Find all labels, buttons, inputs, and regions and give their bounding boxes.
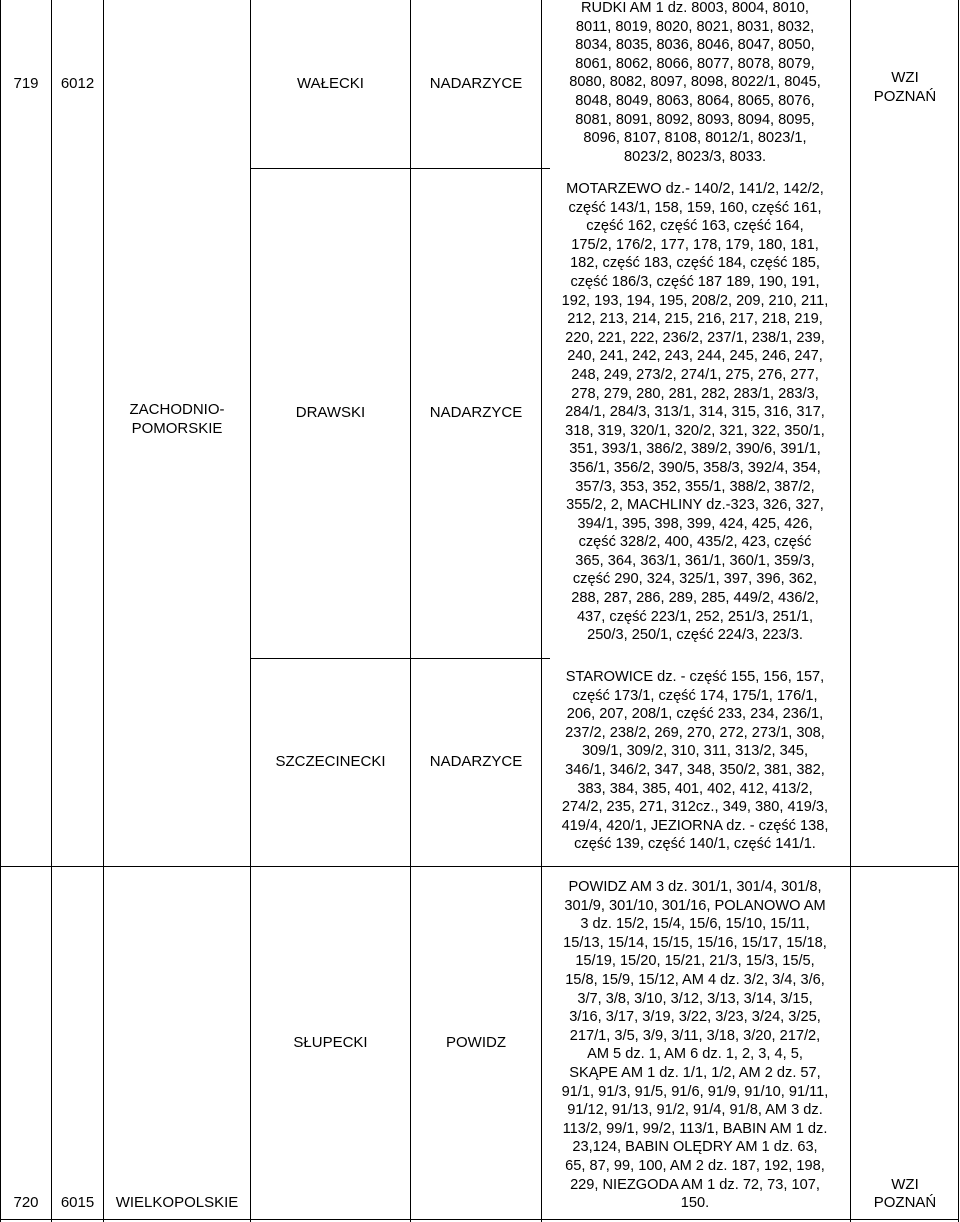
commune-cell: NADARZYCE <box>429 74 523 92</box>
parcel-line: 3/7, 3/8, 3/10, 3/12, 3/13, 3/14, 3/15, <box>577 990 813 1007</box>
parcel-line: 8061, 8062, 8066, 8077, 8078, 8079, <box>575 55 815 72</box>
office-cell: WZI POZNAŃ <box>873 1175 937 1212</box>
parcel-line: 301/9, 301/10, 301/16, POLANOWO AM <box>564 897 826 914</box>
commune-cell: POWIDZ <box>446 1033 506 1051</box>
parcel-line: 91/12, 91/13, 91/2, 91/4, 91/8, AM 3 dz. <box>567 1102 823 1119</box>
parcel-line: 8048, 8049, 8063, 8064, 8065, 8076, <box>575 92 815 109</box>
parcel-line: 309/1, 309/2, 310, 311, 313/2, 345, <box>581 743 809 760</box>
parcel-line: część 143/1, 158, 159, 160, część 161, <box>568 199 822 216</box>
parcel-line: część 139, część 140/1, część 141/1. <box>574 836 816 853</box>
region-cell: WIELKOPOLSKIE <box>115 1194 239 1212</box>
commune-cell: NADARZYCE <box>429 753 523 771</box>
parcel-line: STAROWICE dz. - część 155, 156, 157, <box>565 669 825 685</box>
parcel-line: część 173/1, część 174, 175/1, 176/1, <box>572 687 818 704</box>
parcel-line: 394/1, 395, 398, 399, 424, 425, 426, <box>577 515 813 532</box>
parcel-line: część 328/2, 400, 435/2, 423, część <box>578 534 812 551</box>
region-cell: ZACHODNIO-POMORSKIE <box>129 401 225 437</box>
parcel-line: 8023/2, 8023/3, 8033. <box>623 148 766 165</box>
parcel-line: 113/2, 99/1, 99/2, 113/1, BABIN AM 1 dz. <box>562 1120 828 1137</box>
parcel-list <box>542 0 848 166</box>
parcel-line: 91/1, 91/3, 91/5, 91/6, 91/9, 91/10, 91/11, <box>561 1083 829 1100</box>
parcel-line: 15/8, 15/9, 15/12, AM 4 dz. 3/2, 3/4, 3/6, <box>565 971 825 988</box>
parcel-line: 250/3, 250/1, część 224/3, 223/3. <box>587 627 803 644</box>
parcel-line: 278, 279, 280, 281, 282, 283/1, 283/3, <box>571 385 819 402</box>
district-cell: WAŁECKI <box>297 74 364 92</box>
parcel-line: 15/19, 15/20, 15/21, 21/3, 15/3, 15/5, <box>575 953 815 970</box>
parcel-list <box>542 878 848 1213</box>
parcel-line: 240, 241, 242, 243, 244, 245, 246, 247, <box>567 348 823 365</box>
parcel-line: część 186/3, część 187 189, 190, 191, <box>570 273 820 290</box>
parcel-line: 8011, 8019, 8020, 8021, 8031, 8032, <box>575 18 815 35</box>
parcel-line: 355/2, 2, MACHLINY dz.-323, 326, 327, <box>566 497 824 514</box>
parcel-list <box>542 180 848 645</box>
parcel-line: 274/2, 235, 271, 312cz., 349, 380, 419/3, <box>561 799 829 816</box>
parcel-line: 8080, 8082, 8097, 8098, 8022/1, 8045, <box>569 74 821 91</box>
parcel-line: 383, 384, 385, 401, 402, 412, 413/2, <box>577 780 813 797</box>
parcel-line: 365, 364, 363/1, 361/1, 360/1, 359/3, <box>575 552 815 569</box>
district-cell: SZCZECINECKI <box>275 753 386 771</box>
district-cell: SŁUPECKI <box>293 1033 368 1051</box>
parcel-line: 346/1, 346/2, 347, 348, 350/2, 381, 382, <box>565 761 825 778</box>
parcel-line: 229, NIEZGODA AM 1 dz. 72, 73, 107, <box>570 1176 820 1193</box>
parcel-line: 351, 393/1, 386/2, 389/2, 390/6, 391/1, <box>569 441 821 458</box>
lp-cell: 719 <box>13 74 39 92</box>
parcel-line: SKĄPE AM 1 dz. 1/1, 1/2, AM 2 dz. 57, <box>569 1064 821 1081</box>
parcel-line: 8034, 8035, 8036, 8046, 8047, 8050, <box>575 37 815 54</box>
parcel-line: część 162, część 163, część 164, <box>586 218 804 235</box>
parcel-line: MOTARZEWO dz.- 140/2, 141/2, 142/2, <box>566 181 824 197</box>
code-cell: 6012 <box>60 74 95 92</box>
parcel-line: 288, 287, 286, 289, 285, 449/2, 436/2, <box>571 590 819 607</box>
table-border-bottom <box>0 1219 959 1220</box>
district-cell: DRAWSKI <box>295 404 366 422</box>
code-cell: 6015 <box>60 1194 95 1212</box>
parcel-line: 3 dz. 15/2, 15/4, 15/6, 15/10, 15/11, <box>580 916 810 933</box>
parcel-line: 8081, 8091, 8092, 8093, 8094, 8095, <box>575 111 815 128</box>
parcel-line: 15/13, 15/14, 15/15, 15/16, 15/17, 15/18, <box>563 934 827 951</box>
parcel-line: 192, 193, 194, 195, 208/2, 209, 210, 211, <box>561 292 829 309</box>
parcel-line: AM 5 dz. 1, AM 6 dz. 1, 2, 3, 4, 5, <box>587 1046 803 1063</box>
parcel-line: 206, 207, 208/1, część 233, 234, 236/1, <box>566 706 824 723</box>
parcel-line: 217/1, 3/5, 3/9, 3/11, 3/18, 3/20, 217/2, <box>569 1027 821 1044</box>
parcel-line: 8096, 8107, 8108, 8012/1, 8023/1, <box>583 130 807 147</box>
parcel-line: 248, 249, 273/2, 274/1, 275, 276, 277, <box>571 366 819 383</box>
parcel-line: 357/3, 353, 352, 355/1, 388/2, 387/2, <box>575 478 815 495</box>
parcel-line: 150. <box>680 1195 710 1212</box>
parcel-line: 182, część 183, część 184, część 185, <box>570 255 820 272</box>
parcel-line: RUDKI AM 1 dz. 8003, 8004, 8010, <box>581 0 809 16</box>
parcel-line: POWIDZ AM 3 dz. 301/1, 301/4, 301/8, <box>568 879 822 895</box>
parcel-line: 175/2, 176/2, 177, 178, 179, 180, 181, <box>571 236 819 253</box>
parcel-line: 23,124, BABIN OLĘDRY AM 1 dz. 63, <box>572 1139 818 1156</box>
parcel-line: 284/1, 284/3, 313/1, 314, 315, 316, 317, <box>565 404 825 421</box>
parcel-line: 237/2, 238/2, 269, 270, 272, 273/1, 308, <box>565 724 825 741</box>
commune-cell: NADARZYCE <box>429 404 523 422</box>
parcel-line: 437, część 223/1, 252, 251/3, 251/1, <box>576 608 814 625</box>
parcel-line: 212, 213, 214, 215, 216, 217, 218, 219, <box>567 311 823 328</box>
office-cell: WZI POZNAŃ <box>873 69 937 105</box>
parcel-line: 3/16, 3/17, 3/19, 3/22, 3/23, 3/24, 3/25, <box>569 1009 821 1026</box>
parcel-line: 220, 221, 222, 236/2, 237/1, 238/1, 239, <box>565 329 825 346</box>
lp-cell: 720 <box>13 1194 39 1212</box>
column-divider <box>850 0 851 1222</box>
parcel-line: 318, 319, 320/1, 320/2, 321, 322, 350/1, <box>565 422 825 439</box>
parcel-line: 419/4, 420/1, JEZIORNA dz. - część 138, <box>561 817 829 834</box>
parcel-line: 356/1, 356/2, 390/5, 358/3, 392/4, 354, <box>569 459 821 476</box>
parcel-line: 65, 87, 99, 100, AM 2 dz. 187, 192, 198, <box>565 1157 825 1174</box>
table-border-right <box>958 0 959 1222</box>
parcel-line: część 290, 324, 325/1, 397, 396, 362, <box>572 571 818 588</box>
parcel-list <box>542 668 848 854</box>
